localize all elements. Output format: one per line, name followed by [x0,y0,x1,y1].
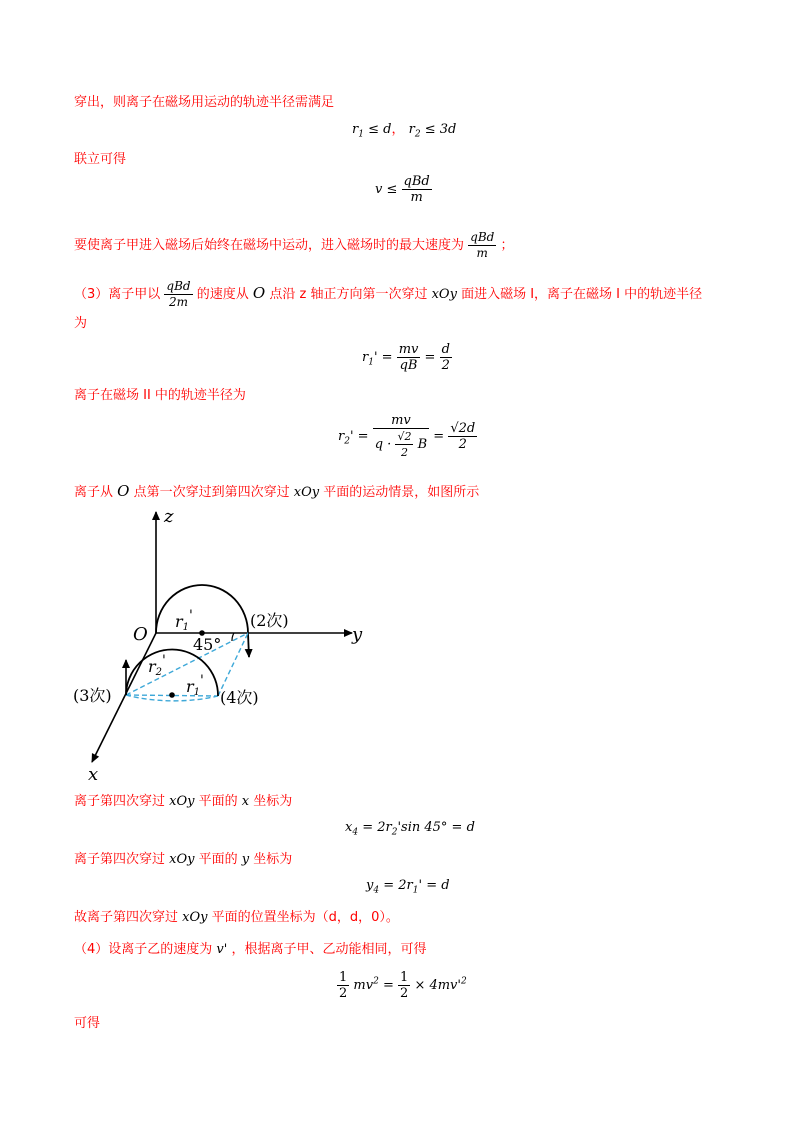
x-label: x [88,764,99,785]
crossing-2-label: (2次) [250,611,289,630]
dashed-line-4-to-2 [218,633,248,696]
text-line-10: 故离子第四次穿过 xOy 平面的位置坐标为（d，d，0）。 [74,910,399,925]
z-label: z [164,506,174,527]
fraction: mv q · $\frac{√2}{2}$ B [374,413,428,459]
equation-radius-condition: $r_1 \le d$， $r_2 \le 3d$ [352,122,457,140]
fraction: $\frac{mv}{qB}$ [398,342,419,373]
fraction: $\frac{√2}{2}$ [397,430,412,459]
equation-r2: $r_2'$ = mv q · $\frac{√2}{2}$ B = $\frac{√2d}{2}$ [338,413,476,459]
fraction: $\frac{1}{2}$ [339,970,348,1001]
text-line-4: （3）离子甲以 $\frac{\text{qBd}}{2m}$ 的速度从 O 点沿 z 轴正方向第一次穿过 xOy 面进入磁场 I，离子在磁场 I 中的轨迹半径 [74,279,703,309]
fraction: $\frac{\text{qBd}}{m}$ [470,230,495,260]
y-label: y [352,624,363,645]
r2-label: r2' [148,653,166,678]
text-line-6: 离子在磁场 II 中的轨迹半径为 [74,388,246,403]
origin-label: O [133,624,148,645]
text-line-11: （4）设离子乙的速度为 v' ，根据离子甲、乙动能相同，可得 [74,942,427,957]
center-point-3 [169,692,175,698]
trajectory-arc-3 [126,649,218,696]
fraction: $\frac{d}{2}$ [441,342,450,373]
equation-velocity-limit: v ≤ $\frac{\text{qBd}}{m}$ [375,174,430,205]
text-line-2: 联立可得 [74,152,127,167]
trajectory-arrow-2 [248,633,249,657]
fraction: $\frac{1}{2}$ [400,970,409,1001]
r1-label-lower: r1' [186,673,204,698]
text-line-8: 离子第四次穿过 xOy 平面的 x 坐标为 [74,794,293,809]
text-line-3: 要使离子甲进入磁场后始终在磁场中运动，进入磁场时的最大速度为 $\frac{\text{qBd}}{m}$ ； [74,230,514,260]
crossing-3-label: (3次) [73,686,112,705]
text-line-5: 为 [74,316,88,331]
r1-label: r1' [175,608,193,633]
fraction: $\frac{√2d}{2}$ [450,421,476,452]
trajectory-figure [60,500,380,790]
equation-r1: $r_1'$ = $\frac{mv}{qB}$ = $\frac{d}{2}$ [362,342,450,373]
equation-x4: $x_4 = 2r_2'\sin$ 45° = d [345,820,475,838]
text-line-7: 离子从 O 点第一次穿过到第四次穿过 xOy 平面的运动情景，如图所示 [74,482,480,500]
crossing-4-label: (4次) [220,688,259,707]
fraction: $\frac{\text{qBd}}{m}$ [403,174,430,205]
text-line-9: 离子第四次穿过 xOy 平面的 y 坐标为 [74,852,293,867]
text-line-12: 可得 [74,1016,101,1031]
equation-kinetic-energy: $\frac{1}{2}$ $mv^2$ = $\frac{1}{2}$ × $4mv'^2$ [339,970,467,1001]
fraction: $\frac{\text{qBd}}{2m}$ [166,279,191,309]
text-line-1: 穿出，则离子在磁场用运动的轨迹半径需满足 [74,95,335,110]
trajectory-arc-1 [156,585,248,633]
angle-label: 45° [193,635,222,654]
equation-y4: $y_4 = 2r_1' = d$ [366,878,450,896]
